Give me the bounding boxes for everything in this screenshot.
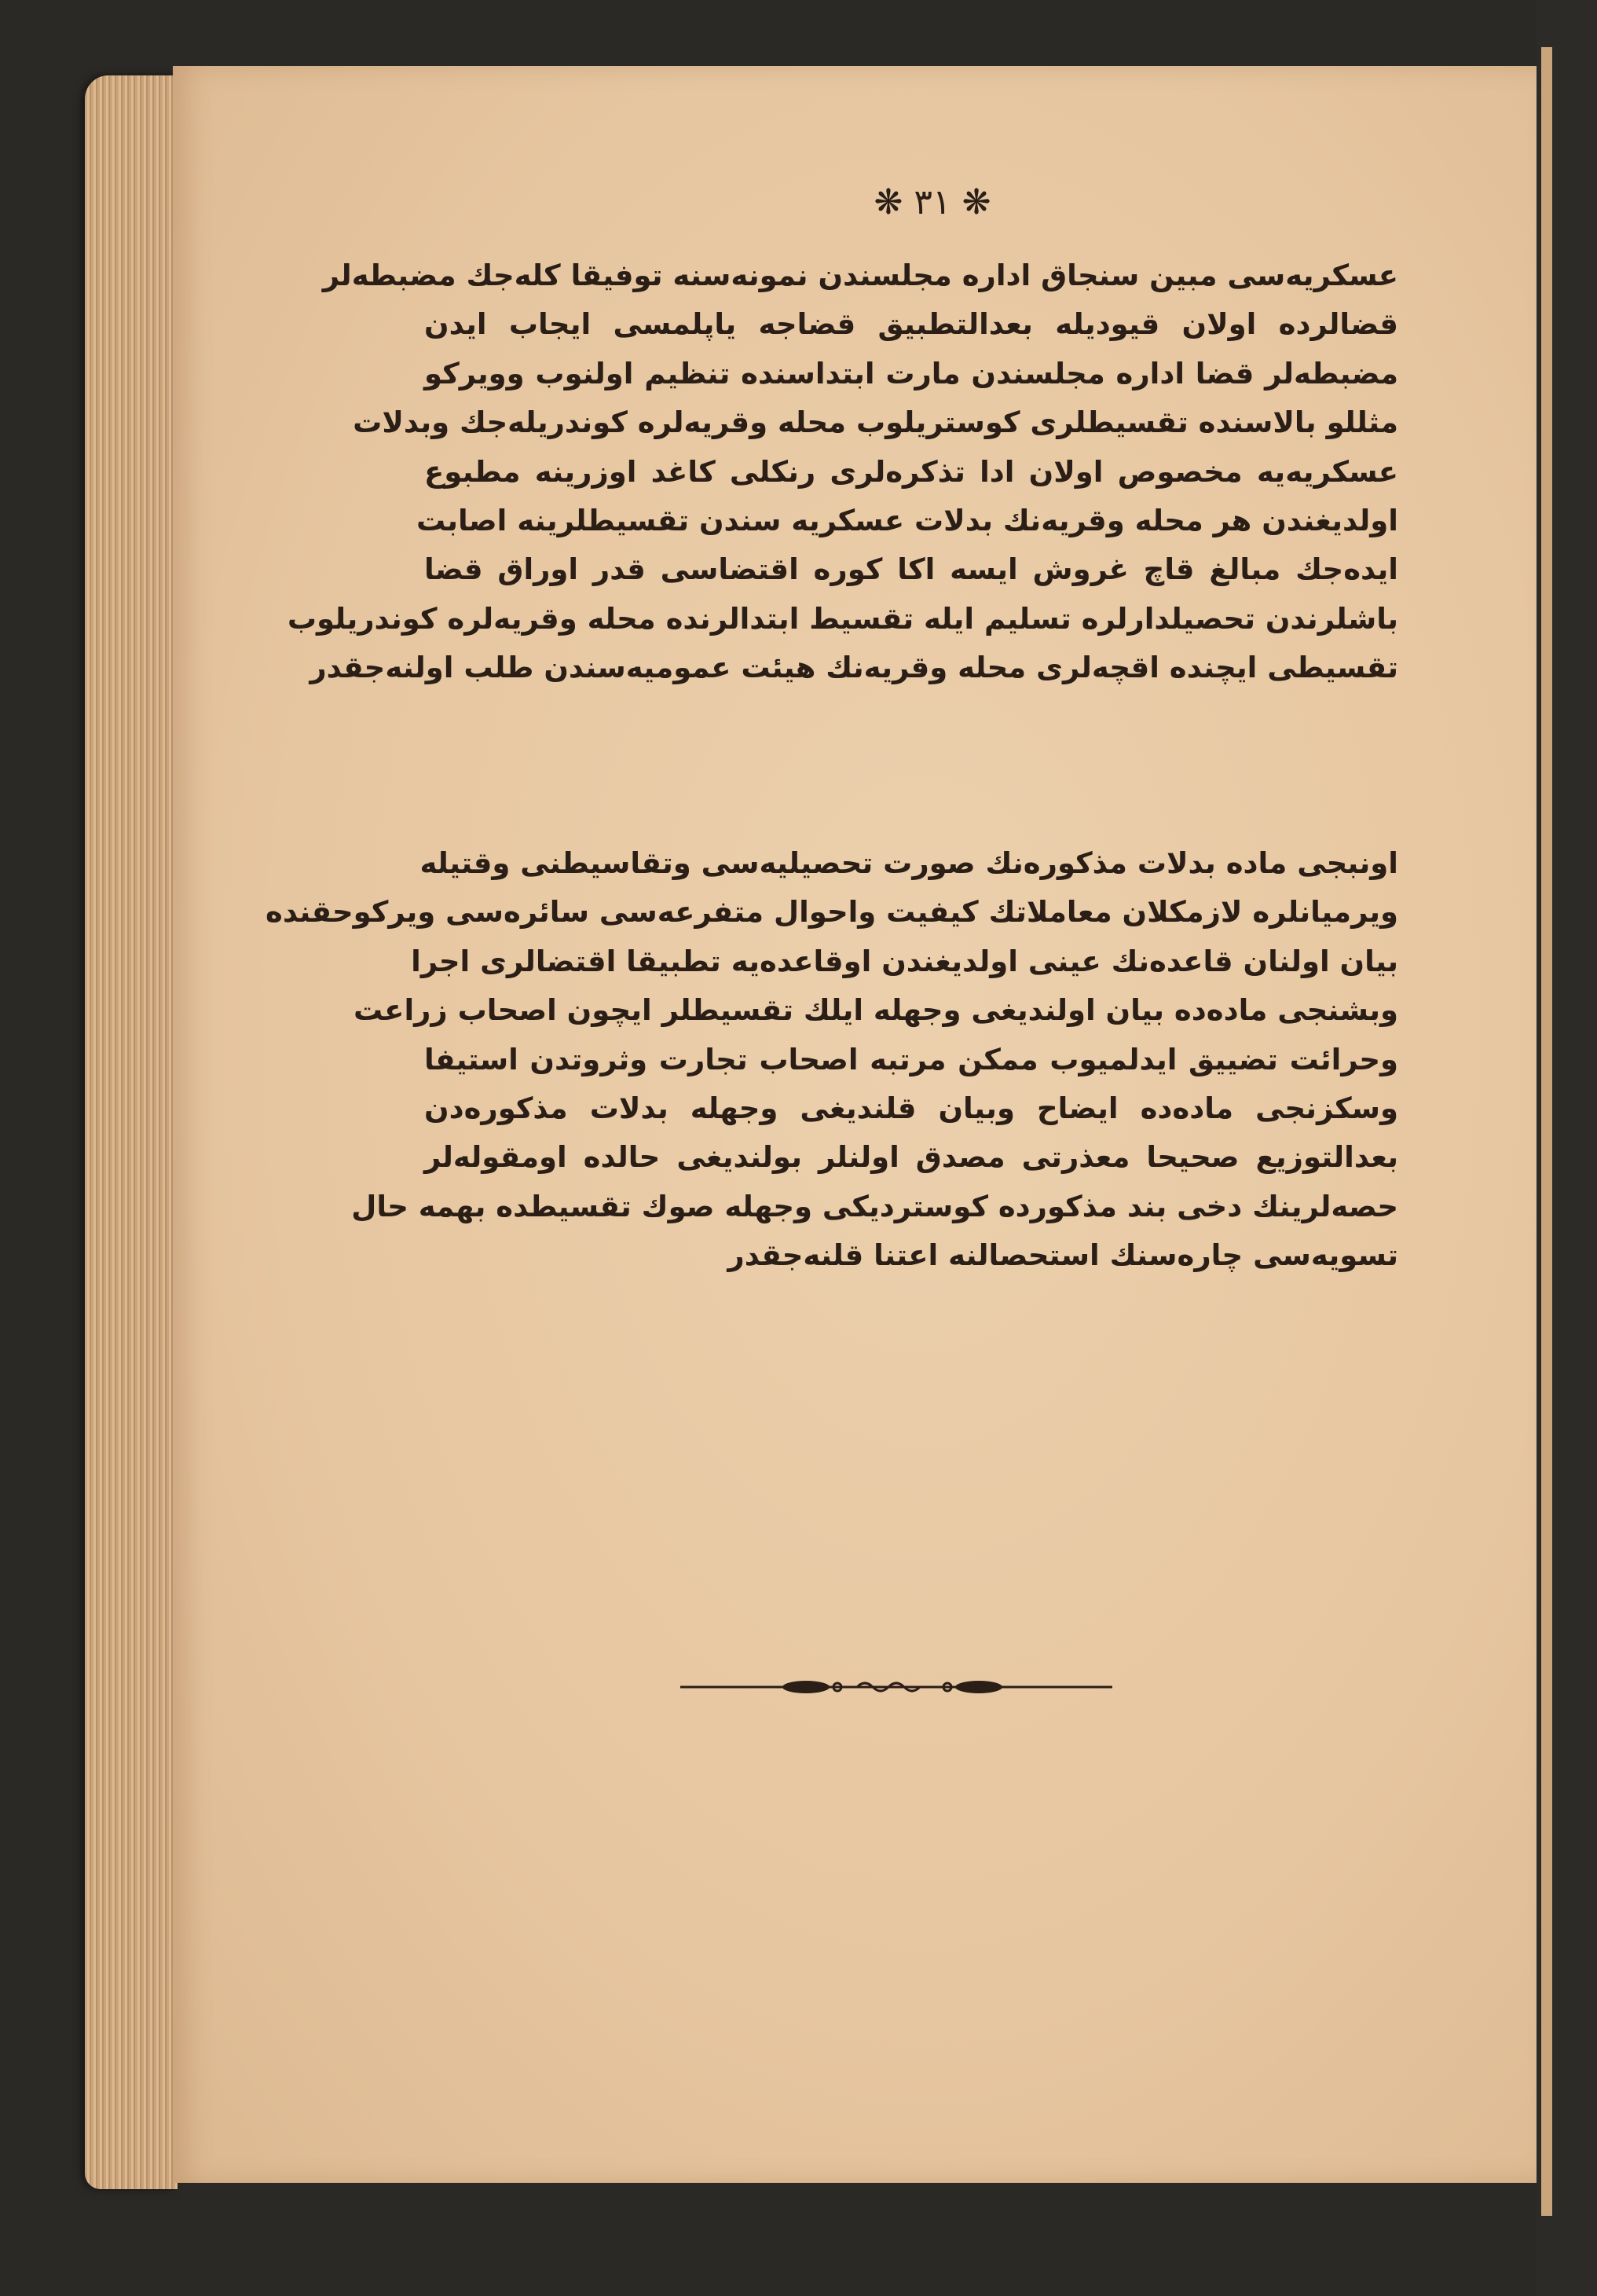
page-number [854,182,1011,222]
text-line: وحرائت تضییق ایدلمیوب ممکن مرتبه اصحاب تجارت وثروتدن استیفا [424,1042,1398,1076]
text-line: اونبجی ماده بدلات مذکوره‌نك صورت تحصیلیه‌سی وتقاسیطنی وقتیله [419,846,1398,880]
text-line: ویرمیانلره لازمکلان معاملاتك کیفیت واحوال متفرعه‌سی سائره‌سی ویرکوحقنده [266,895,1398,930]
text-line: عسکریه‌یه مخصوص اولان ادا تذکره‌لری رنکلی کاغد اوزرینه مطبوع [424,454,1398,489]
text-line: ایده‌جك مبالغ قاچ غروش ایسه اکا کوره اقتضاسی قدر اوراق قضا [424,552,1398,587]
ornament-left-icon: ❋ [874,182,903,222]
text-line: تقسیطی ایچنده اقچه‌لری محله وقریه‌نك هیئت عمومیه‌سندن طلب اولنه‌جقدر [310,651,1398,685]
ornament-right-icon: ❋ [961,182,991,222]
text-line: تسویه‌سی چاره‌سنك استحصالنه اعتنا قلنه‌جقدر [727,1238,1398,1273]
page-number-text: ٣١ [914,182,951,222]
text-line: حصه‌لرینك دخی بند مذکورده کوستردیکی وجهله صوك تقسیطده بهمه حال [351,1189,1398,1223]
facing-page-edge [1541,47,1552,2216]
text-line: مضبطه‌لر قضا اداره مجلسندن مارت ابتداسنده تنظیم اولنوب وویرکو [424,356,1398,391]
text-line: قضالرده اولان قیودیله بعدالتطبیق قضاجه یاپلمسی ایجاب ایدن [424,307,1398,342]
text-line: وبشنجی ماده‌ده بیان اولندیغی وجهله ایلك تقسیطلر ایچون اصحاب زراعت [353,993,1398,1028]
text-line: مثللو بالاسنده تقسیطلری کوستریلوب محله وقریه‌لره کوندریله‌جك وبدلات [353,405,1398,440]
text-line: اولدیغندن هر محله وقریه‌نك بدلات عسکریه سندن تقسیطلرینه اصابت [416,503,1398,537]
paragraph-2 [266,839,1398,1281]
paragraph-1 [287,251,1398,693]
text-line: باشلرندن تحصیلدارلره تسلیم ایله تقسیط ابتدالرنده محله وقریه‌لره کوندریلوب [287,601,1398,636]
text-line: بیان اولنان قاعده‌نك عینی اولدیغندن اوقاعده‌یه تطبیقا اقتضالری اجرا [411,944,1398,978]
end-ornament-divider [680,1674,1112,1700]
text-line: بعدالتوزیع صحیحا معذرتی مصدق اولنلر بولندیغی حالده اومقوله‌لر [424,1140,1398,1175]
text-line: عسکریه‌سی مبین سنجاق اداره مجلسندن نمونه‌سنه توفیقا کله‌جك مضبطه‌لر [322,259,1398,292]
text-line: وسکزنجی ماده‌ده ایضاح وبیان قلندیغی وجهله بدلات مذکوره‌دن [424,1091,1398,1125]
page-edges-stack [85,75,178,2189]
